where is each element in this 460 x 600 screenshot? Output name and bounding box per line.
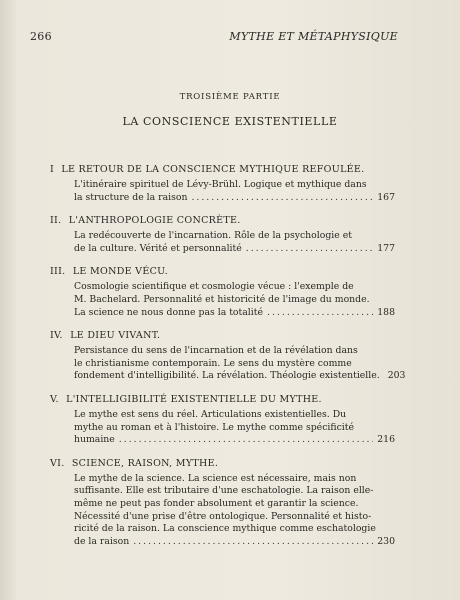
- section-number: III.: [50, 266, 66, 278]
- section-summary: [74, 230, 395, 255]
- summary-line: la structure de la raison: [74, 191, 188, 203]
- summary-line: de la culture. Vérité et personnalité: [74, 242, 242, 254]
- toc-section: [50, 214, 395, 255]
- dot-leader: [133, 536, 373, 549]
- summary-line: La science ne nous donne pas la totalité: [74, 306, 263, 318]
- section-heading: [50, 265, 395, 278]
- page-reference: 177: [377, 242, 395, 254]
- section-title: SCIENCE, RAISON, MYTHE.: [71, 457, 219, 469]
- running-title: MYTHE ET MÉTAPHYSIQUE: [229, 30, 398, 43]
- dot-leader: [191, 192, 373, 205]
- summary-line: La redécouverte de l'incarnation. Rôle de la psychologie et: [74, 230, 352, 242]
- page-reference: 167: [377, 191, 395, 203]
- section-title: L'INTELLIGIBILITÉ EXISTENTIELLE DU MYTHE.: [66, 393, 322, 405]
- toc-section: [50, 393, 395, 447]
- summary-line: Le mythe est sens du réel. Articulations existentielles. Du: [74, 408, 347, 420]
- section-title: LE DIEU VIVANT.: [70, 330, 161, 342]
- page-reference: 216: [377, 434, 395, 446]
- section-heading: [50, 329, 395, 342]
- toc-section: [50, 329, 406, 383]
- section-number: IV.: [50, 330, 63, 342]
- summary-line: ricité de la raison. La conscience mythique comme eschatologie: [74, 523, 376, 535]
- summary-line: même ne peut pas fonder absolument et garantir la science.: [74, 497, 359, 509]
- table-of-contents: [50, 163, 406, 558]
- section-title: LE MONDE VÉCU.: [72, 266, 168, 278]
- summary-line: M. Bachelard. Personnalité et historicité de l'image du monde.: [74, 293, 370, 305]
- summary-last-line: [74, 192, 395, 205]
- summary-last-line: [74, 434, 395, 447]
- section-number: V.: [50, 393, 59, 405]
- summary-last-line: [74, 370, 406, 383]
- dot-leader: [119, 434, 373, 447]
- part-title: LA CONSCIENCE EXISTENTIELLE: [122, 115, 338, 128]
- section-heading: [50, 393, 395, 406]
- section-number: I: [50, 164, 55, 175]
- summary-last-line: [74, 243, 395, 256]
- summary-line: L'itinéraire spirituel de Lévy-Brühl. Logique et mythique dans: [74, 179, 367, 190]
- summary-line: de la raison: [74, 535, 130, 547]
- section-summary: [74, 409, 395, 447]
- section-heading: [50, 214, 395, 227]
- dot-leader: [267, 307, 373, 320]
- summary-line: Nécessité d'une prise d'être ontologique. Personnalité et histo-: [74, 510, 372, 522]
- summary-line: fondement d'intelligibilité. La révélation. Théologie existentielle.: [74, 370, 380, 382]
- summary-last-line: [74, 536, 395, 549]
- summary-line: Persistance du sens de l'incarnation et de la révélation dans: [74, 345, 358, 357]
- section-number: VI.: [50, 457, 65, 469]
- page-reference: 230: [377, 535, 395, 547]
- part-label: TROISIÈME PARTIE: [179, 92, 281, 102]
- summary-line: Le mythe de la science. La science est nécessaire, mais non: [74, 472, 357, 484]
- section-heading: [50, 457, 395, 470]
- section-heading: [50, 163, 395, 176]
- section-summary: [74, 473, 395, 549]
- toc-section: [50, 457, 395, 549]
- page-reference: 203: [387, 370, 406, 382]
- section-summary: [74, 345, 406, 383]
- summary-line: Cosmologie scientifique et cosmologie vécue : l'exemple de: [74, 281, 354, 293]
- summary-line: suffisante. Elle est tributaire d'une eschatologie. La raison elle-: [74, 485, 374, 497]
- section-summary: [74, 179, 395, 204]
- summary-last-line: [74, 307, 395, 320]
- section-title: L'ANTHROPOLOGIE CONCRÈTE.: [68, 215, 241, 227]
- section-number: II.: [50, 215, 62, 227]
- page-reference: 188: [377, 306, 395, 318]
- toc-section: [50, 163, 395, 204]
- summary-line: humaine: [74, 434, 115, 446]
- dot-leader: [246, 243, 373, 256]
- summary-line: mythe au roman et à l'histoire. Le mythe comme spécificité: [74, 421, 354, 433]
- section-title: LE RETOUR DE LA CONSCIENCE MYTHIQUE REFOULÉE.: [61, 164, 365, 175]
- toc-section: [50, 265, 395, 319]
- summary-line: le christianisme contemporain. Le sens du mystère comme: [74, 357, 352, 369]
- page-number: 266: [30, 30, 52, 43]
- section-summary: [74, 281, 395, 319]
